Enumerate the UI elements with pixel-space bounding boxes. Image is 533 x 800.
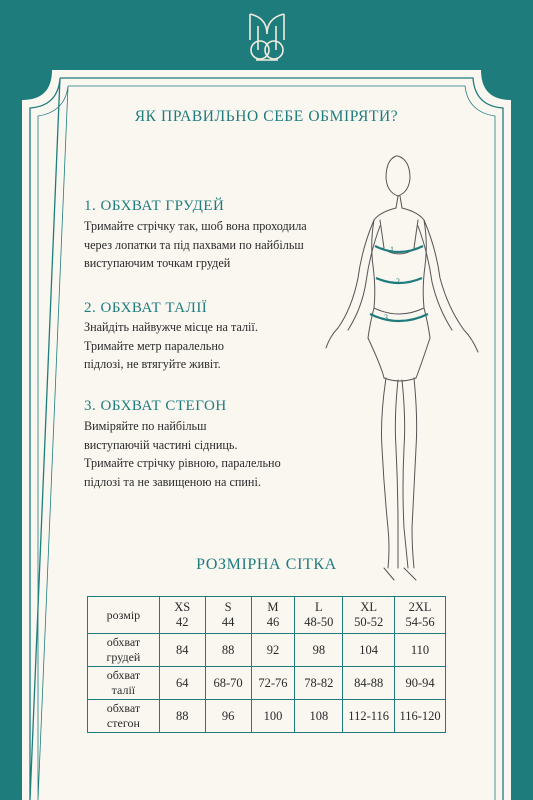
step-3-title: 3. ОБХВАТ СТЕГОН <box>84 398 227 414</box>
value-cell: 90-94 <box>395 667 446 700</box>
size-cell: L 48-50 <box>295 597 343 634</box>
value-cell: 78-82 <box>295 667 343 700</box>
fashion-figure-illustration <box>318 148 488 588</box>
chest-mark: 1 <box>390 245 394 254</box>
size-cell: XL 50-52 <box>343 597 395 634</box>
size-chart-table <box>87 596 446 733</box>
value-cell: 84 <box>159 634 205 667</box>
value-cell: 84-88 <box>343 667 395 700</box>
table-row <box>88 634 446 667</box>
page-title: ЯК ПРАВИЛЬНО СЕБЕ ОБМІРЯТИ? <box>134 108 399 125</box>
value-cell: 68-70 <box>205 667 251 700</box>
size-cell: S 44 <box>205 597 251 634</box>
step-3-line: виступаючій частині сідниць. <box>84 437 238 452</box>
waist-mark: 2 <box>396 277 400 286</box>
step-2-line: Знайдіть найвужче місце на талії. <box>84 320 258 334</box>
value-cell: 98 <box>295 634 343 667</box>
step-3-line: підлозі та не завищеною на спині. <box>84 474 261 489</box>
monogram-logo-icon <box>236 10 298 66</box>
value-cell: 116-120 <box>395 700 446 733</box>
step-3-line: Виміряйте по найбільш <box>84 419 207 433</box>
value-cell: 112-116 <box>343 700 395 733</box>
value-cell: 108 <box>295 700 343 733</box>
step-1-title: 1. ОБХВАТ ГРУДЕЙ <box>84 198 225 214</box>
step-2-line: Тримайте метр паралельно <box>84 338 224 353</box>
size-cell: 2XL 54-56 <box>395 597 446 634</box>
step-2-line: підлозі, не втягуйте живіт. <box>84 357 221 371</box>
size-cell: M 46 <box>251 597 295 634</box>
table-row <box>88 700 446 733</box>
size-label-cell: розмір <box>88 597 160 634</box>
value-cell: 100 <box>251 700 295 733</box>
size-header-row <box>88 597 446 634</box>
value-cell: 64 <box>159 667 205 700</box>
step-1-line: через лопатки та під пахвами по найбільш <box>84 237 304 252</box>
step-3-line: Тримайте стрічку рівною, паралельно <box>84 456 281 470</box>
size-chart-title: РОЗМІРНА СІТКА <box>196 556 337 573</box>
step-2-title: 2. ОБХВАТ ТАЛІЇ <box>84 300 208 316</box>
value-cell: 72-76 <box>251 667 295 700</box>
value-cell: 110 <box>395 634 446 667</box>
value-cell: 104 <box>343 634 395 667</box>
hip-mark: 3 <box>384 313 388 322</box>
row-label: обхват стегон <box>88 700 160 733</box>
table-row <box>88 667 446 700</box>
value-cell: 88 <box>159 700 205 733</box>
size-cell: XS 42 <box>159 597 205 634</box>
step-1-line: виступаючим точкам грудей <box>84 256 231 270</box>
step-1-line: Тримайте стрічку так, шоб вона проходила <box>84 219 307 233</box>
value-cell: 88 <box>205 634 251 667</box>
value-cell: 92 <box>251 634 295 667</box>
row-label: обхват талії <box>88 667 160 700</box>
value-cell: 96 <box>205 700 251 733</box>
row-label: обхват грудей <box>88 634 160 667</box>
